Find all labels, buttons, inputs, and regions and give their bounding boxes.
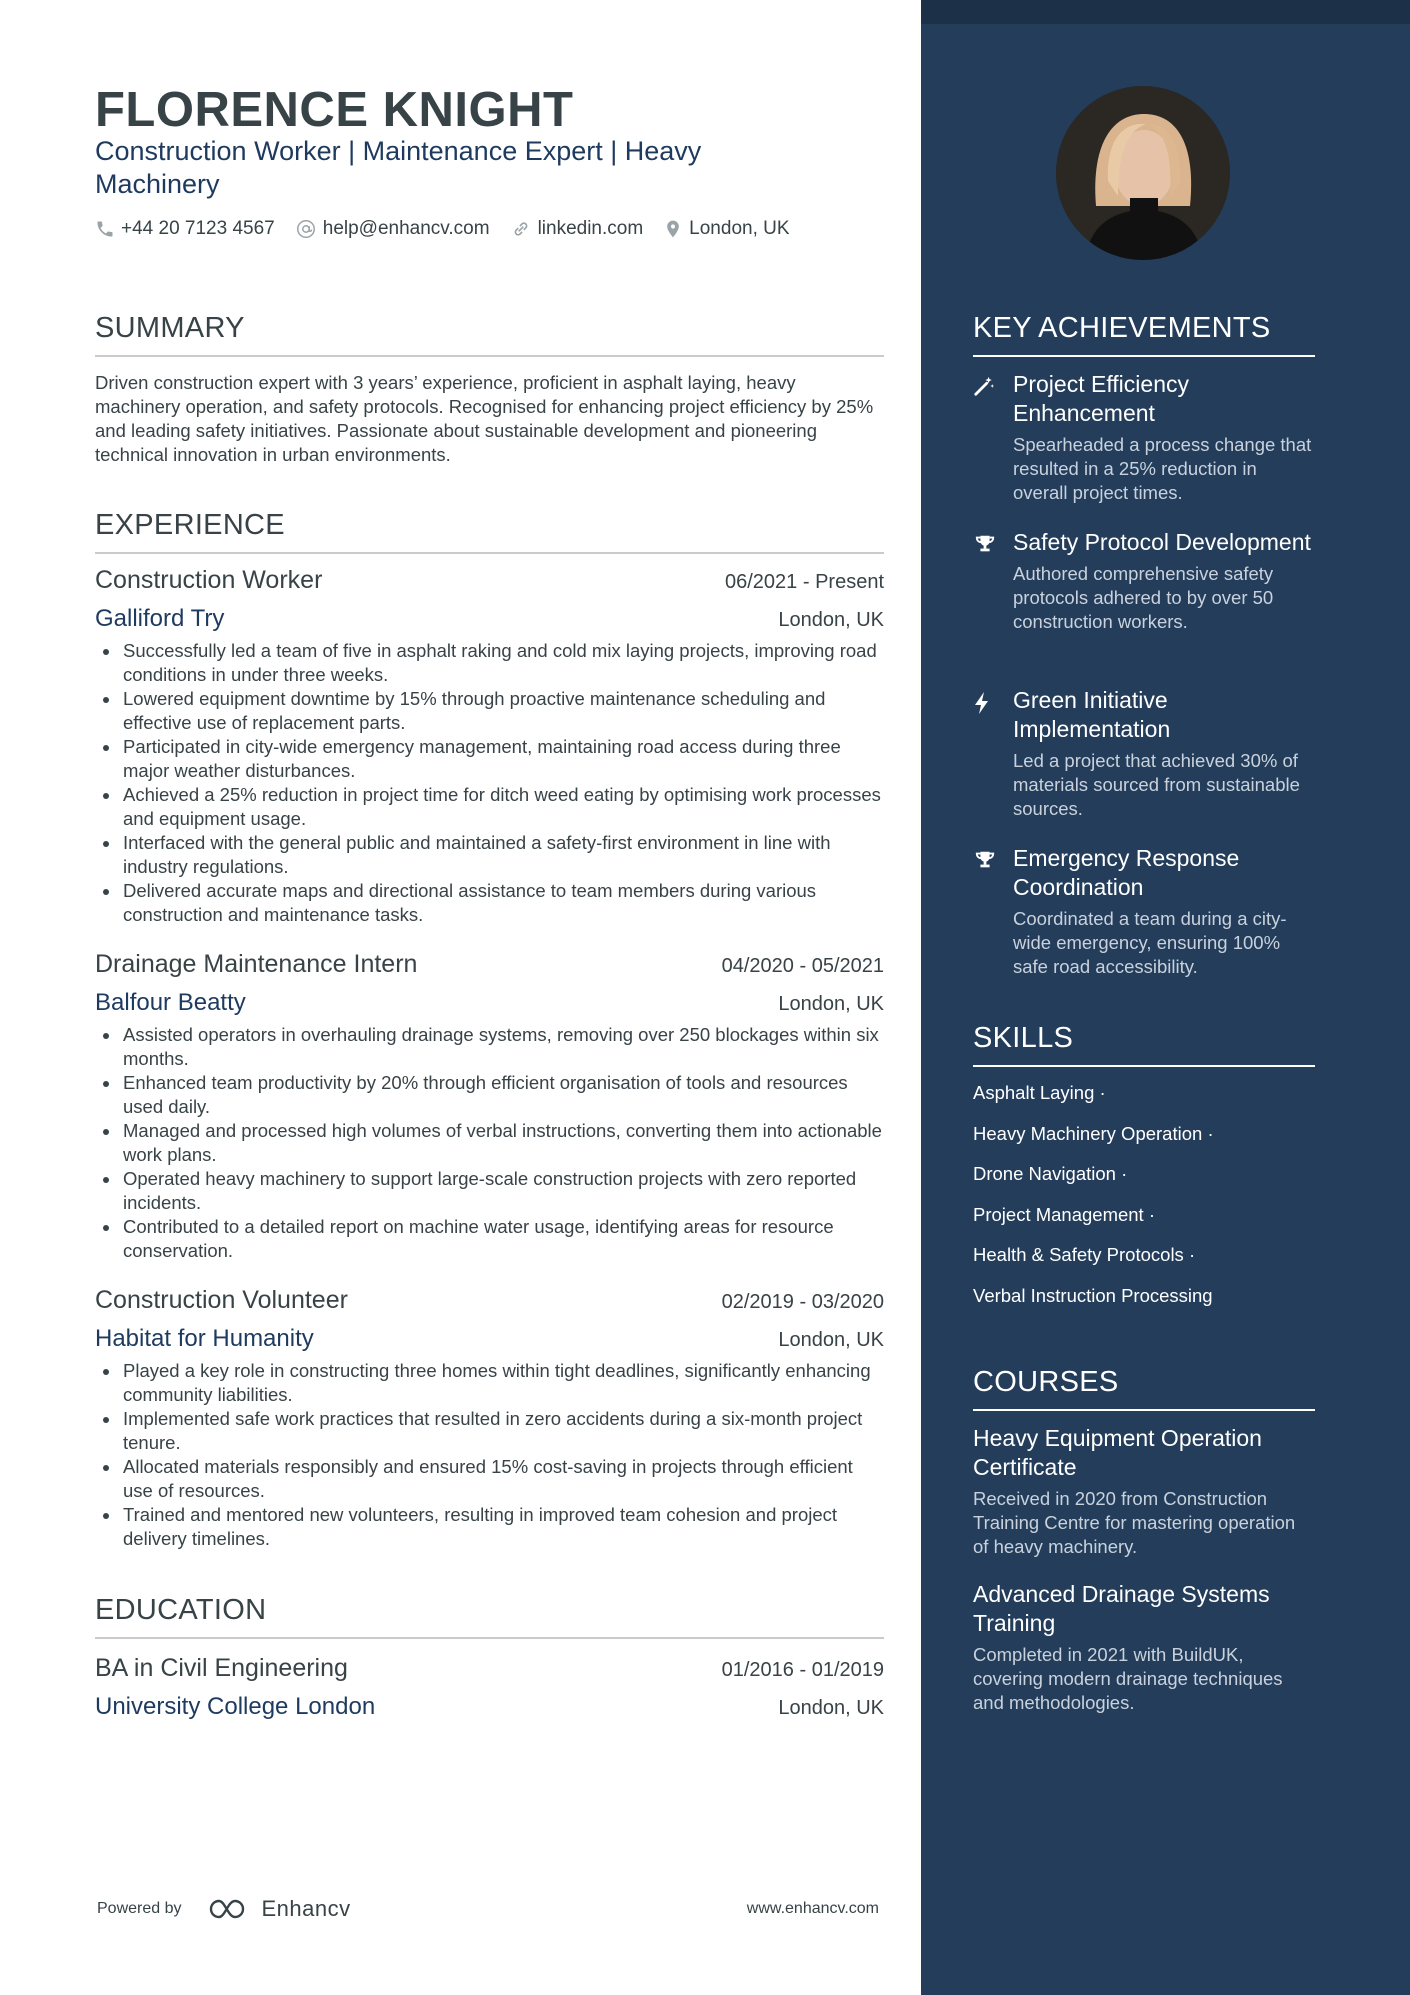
company-name: Balfour Beatty: [95, 989, 246, 1016]
location-pin-icon: [663, 218, 683, 240]
job-location: London, UK: [778, 609, 884, 631]
location-text: London, UK: [689, 218, 790, 239]
brand-name: Enhancv: [261, 1896, 351, 1921]
course-title: Advanced Drainage Systems Training: [973, 1581, 1270, 1636]
bullet-item: Managed and processed high volumes of verbal instructions, converting them into actionable work plans.: [95, 1119, 884, 1167]
achievement-item: [973, 528, 1315, 634]
courses-heading: COURSES: [973, 1366, 1315, 1411]
job-entry: [95, 1286, 884, 1551]
education-location: London, UK: [778, 1697, 884, 1719]
education-heading: EDUCATION: [95, 1594, 884, 1639]
contact-location: [663, 218, 789, 240]
email-text: help@enhancv.com: [322, 218, 490, 239]
achievement-title: Safety Protocol Development: [1013, 529, 1311, 555]
contact-link[interactable]: [510, 218, 644, 240]
achievement-desc: Led a project that achieved 30% of materials sourced from sustainable sources.: [1013, 750, 1300, 819]
achievement-item: [973, 844, 1315, 979]
skill-item: Asphalt Laying ·: [973, 1082, 1106, 1103]
skill-item: Drone Navigation ·: [973, 1163, 1128, 1184]
job-location: London, UK: [778, 993, 884, 1015]
job-title: Construction Volunteer: [95, 1286, 348, 1314]
company-name: Galliford Try: [95, 605, 225, 632]
avatar-photo: [1056, 86, 1230, 260]
bullet-item: Enhanced team productivity by 20% through efficient organisation of tools and resources used daily.: [95, 1071, 884, 1119]
trophy-icon: [973, 849, 997, 871]
powered-by-label: Powered by: [97, 1900, 182, 1917]
phone-icon: [95, 219, 115, 239]
summary-heading: SUMMARY: [95, 312, 884, 357]
bullet-item: Lowered equipment downtime by 15% through proactive maintenance scheduling and effective use of replacement parts.: [95, 687, 884, 735]
contact-phone[interactable]: [95, 218, 275, 240]
skills-heading: SKILLS: [973, 1022, 1315, 1067]
phone-text: +44 20 7123 4567: [121, 218, 275, 239]
trophy-icon: [973, 533, 997, 555]
achievement-desc: Authored comprehensive safety protocols adhered to by over 50 construction workers.: [1013, 563, 1274, 632]
contact-bar: [95, 218, 810, 240]
achievement-desc: Spearheaded a process change that resulted in a 25% reduction in overall project times.: [1013, 434, 1312, 503]
bullet-item: Participated in city-wide emergency management, maintaining road access during three major weather disturbances.: [95, 735, 884, 783]
achievement-item: [973, 370, 1315, 505]
job-title: Construction Worker: [95, 566, 323, 594]
job-entry: [95, 950, 884, 1263]
skill-item: Verbal Instruction Processing: [973, 1284, 1213, 1306]
sidebar-top-bar: [921, 0, 1410, 24]
course-desc: Received in 2020 from Construction Training Centre for mastering operation of heavy machinery.: [973, 1488, 1296, 1557]
footer-url[interactable]: www.enhancv.com: [746, 1900, 879, 1917]
link-text: linkedin.com: [537, 218, 644, 239]
bullet-item: Achieved a 25% reduction in project time for ditch weed eating by optimising work processes and equipment usage.: [95, 783, 884, 831]
company-name: Habitat for Humanity: [95, 1325, 314, 1352]
achievements-heading: KEY ACHIEVEMENTS: [973, 312, 1315, 357]
bullet-item: Implemented safe work practices that resulted in zero accidents during a six-month project tenure.: [95, 1407, 884, 1455]
achievement-title: Green Initiative Implementation: [1013, 687, 1171, 742]
contact-email[interactable]: [295, 218, 490, 240]
powered-by: [97, 1896, 351, 1922]
experience-heading: EXPERIENCE: [95, 509, 884, 554]
candidate-title: Construction Worker | Maintenance Expert | Heavy Machinery: [95, 136, 702, 199]
avatar: [1056, 86, 1230, 260]
job-bullets: [95, 639, 884, 927]
achievement-item: [973, 686, 1315, 821]
magic-wand-icon: [973, 375, 995, 397]
bullet-item: Assisted operators in overhauling drainage systems, removing over 250 blockages within six months.: [95, 1023, 884, 1071]
skill-item: Heavy Machinery Operation ·: [973, 1122, 1214, 1144]
job-location: London, UK: [778, 1329, 884, 1351]
degree: BA in Civil Engineering: [95, 1654, 348, 1682]
sidebar: [921, 0, 1410, 1995]
lightning-bolt-icon: [973, 691, 991, 715]
skill-item: Health & Safety Protocols ·: [973, 1244, 1196, 1265]
enhancv-logo-icon: [208, 1897, 256, 1921]
job-entry: [95, 566, 884, 927]
summary-text: Driven construction expert with 3 years’ experience, proficient in asphalt laying, heavy machinery operation, and safety protocols. Recognised for enhancing project efficiency by 25% and leading safety initiatives. Passionate about sustainable development and pioneering technical innovation in urban environments.: [95, 372, 874, 465]
job-dates: 06/2021 - Present: [725, 571, 884, 593]
bullet-item: Contributed to a detailed report on machine water usage, identifying areas for resource conservation.: [95, 1215, 884, 1263]
bullet-item: Operated heavy machinery to support large-scale construction projects with zero reported incidents.: [95, 1167, 884, 1215]
footer: [97, 1896, 879, 1922]
job-bullets: [95, 1023, 884, 1263]
candidate-name: FLORENCE KNIGHT: [95, 83, 574, 137]
skill-item: Project Management ·: [973, 1203, 1156, 1225]
at-icon: [295, 218, 317, 240]
achievement-title: Project Efficiency Enhancement: [1013, 371, 1189, 426]
job-title: Drainage Maintenance Intern: [95, 950, 418, 978]
course-item: [973, 1580, 1315, 1715]
job-dates: 02/2019 - 03/2020: [721, 1291, 884, 1313]
course-title: Heavy Equipment Operation Certificate: [973, 1425, 1262, 1480]
brand-logo[interactable]: [208, 1896, 351, 1922]
course-item: [973, 1424, 1315, 1559]
bullet-item: Allocated materials responsibly and ensured 15% cost-saving in projects through efficient use of resources.: [95, 1455, 884, 1503]
link-icon: [510, 218, 532, 240]
bullet-item: Played a key role in constructing three homes within tight deadlines, significantly enhancing community liabilities.: [95, 1359, 884, 1407]
bullet-item: Interfaced with the general public and maintained a safety-first environment in line with industry regulations.: [95, 831, 884, 879]
job-dates: 04/2020 - 05/2021: [721, 955, 884, 977]
job-bullets: [95, 1359, 884, 1551]
achievement-title: Emergency Response Coordination: [1013, 845, 1240, 900]
skills-list: [973, 1081, 1315, 1324]
bullet-item: Trained and mentored new volunteers, resulting in improved team cohesion and project delivery timelines.: [95, 1503, 884, 1551]
school-name: University College London: [95, 1693, 376, 1720]
achievement-desc: Coordinated a team during a city-wide emergency, ensuring 100% safe road accessibility.: [1013, 908, 1287, 977]
bullet-item: Delivered accurate maps and directional assistance to team members during various construction and maintenance tasks.: [95, 879, 884, 927]
education-dates: 01/2016 - 01/2019: [721, 1659, 884, 1681]
bullet-item: Successfully led a team of five in asphalt raking and cold mix laying projects, improving road conditions in under three weeks.: [95, 639, 884, 687]
education-entry: [95, 1654, 884, 1721]
course-desc: Completed in 2021 with BuildUK, covering modern drainage techniques and methodologies.: [973, 1644, 1283, 1713]
